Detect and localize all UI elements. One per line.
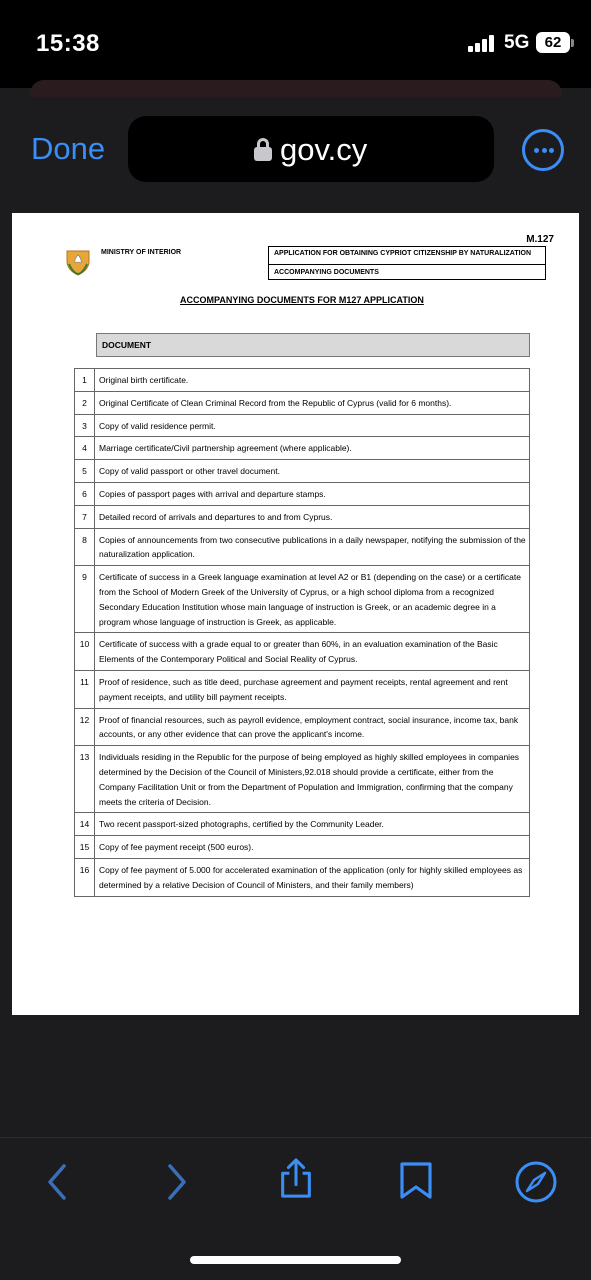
table-row xyxy=(75,437,530,460)
share-icon[interactable] xyxy=(278,1158,314,1198)
row-number: 8 xyxy=(75,528,95,566)
row-document-text: Copy of fee payment of 5.000 for accelerated examination of the application (only for highly skilled employees as determined by a relative Decision of Council of Ministers, and their family members) xyxy=(95,858,530,896)
row-document-text: Certificate of success in a Greek language examination at level A2 or B1 (depending on the case) or a certificate from the School of Modern Greek of the University of Cyprus, or a high school diploma from a recognized Secondary Education Institution whose main language of instruction is Greek, or an academic degree in a program whose language of instruction is Greek, as applicable. xyxy=(95,566,530,633)
table-row xyxy=(75,528,530,566)
form-subtitle: ACCOMPANYING DOCUMENTS xyxy=(274,269,379,276)
table-row xyxy=(75,670,530,708)
row-number: 7 xyxy=(75,505,95,528)
more-options-button[interactable] xyxy=(522,129,564,171)
lock-icon xyxy=(254,138,272,162)
row-number: 12 xyxy=(75,708,95,746)
table-row xyxy=(75,746,530,813)
row-document-text: Copies of passport pages with arrival and departure stamps. xyxy=(95,482,530,505)
column-header: DOCUMENT xyxy=(96,333,530,357)
row-number: 11 xyxy=(75,670,95,708)
row-document-text: Copy of fee payment receipt (500 euros). xyxy=(95,836,530,859)
row-document-text: Certificate of success with a grade equal to or greater than 60%, in an evaluation examination of the Basic Elements of the Contemporary Political and Social Reality of Cyprus. xyxy=(95,633,530,671)
table-row xyxy=(75,708,530,746)
row-number: 15 xyxy=(75,836,95,859)
battery-nub xyxy=(571,39,574,47)
ministry-name: MINISTRY OF INTERIOR xyxy=(101,249,182,256)
row-number: 3 xyxy=(75,414,95,437)
row-document-text: Individuals residing in the Republic for the purpose of being employed as highly skilled employees in companies determined by the Decision of the Council of Ministers,92.018 should provide a certificate, either from the Company Facilitation Unit or from the Department of Population and Immigration, confirming that the company meets the criteria of Decision. xyxy=(95,746,530,813)
row-document-text: Copy of valid passport or other travel document. xyxy=(95,460,530,483)
row-number: 2 xyxy=(75,391,95,414)
row-document-text: Two recent passport-sized photographs, certified by the Community Leader. xyxy=(95,813,530,836)
document-page xyxy=(12,213,579,1015)
row-number: 16 xyxy=(75,858,95,896)
table-row xyxy=(75,482,530,505)
row-document-text: Proof of financial resources, such as payroll evidence, employment contract, social insurance, income tax, bank accounts, or any other evidence that can prove the applicant's income. xyxy=(95,708,530,746)
status-time: 15:38 xyxy=(36,30,100,57)
battery-icon: 62 xyxy=(536,32,570,53)
row-document-text: Copy of valid residence permit. xyxy=(95,414,530,437)
table-row xyxy=(75,391,530,414)
row-document-text: Marriage certificate/Civil partnership agreement (where applicable). xyxy=(95,437,530,460)
table-row xyxy=(75,505,530,528)
status-bar xyxy=(0,0,591,88)
table-row xyxy=(75,813,530,836)
cellular-signal-icon xyxy=(468,34,496,52)
row-number: 14 xyxy=(75,813,95,836)
table-row xyxy=(75,836,530,859)
form-title-box xyxy=(268,246,546,280)
row-number: 5 xyxy=(75,460,95,483)
table-row xyxy=(75,858,530,896)
form-code: M.127 xyxy=(526,234,554,245)
row-number: 4 xyxy=(75,437,95,460)
row-document-text: Proof of residence, such as title deed, purchase agreement and payment receipts, rental agreement and rent payment receipts, and utility bill payment receipts. xyxy=(95,670,530,708)
safari-compass-icon[interactable] xyxy=(514,1160,558,1204)
table-row xyxy=(75,633,530,671)
bookmarks-icon[interactable] xyxy=(398,1160,434,1200)
row-document-text: Original birth certificate. xyxy=(95,369,530,392)
form-title: APPLICATION FOR OBTAINING CYPRIOT CITIZENSHIP BY NATURALIZATION xyxy=(274,250,532,257)
network-type: 5G xyxy=(504,32,530,53)
row-number: 1 xyxy=(75,369,95,392)
back-chevron-icon[interactable] xyxy=(40,1162,76,1202)
table-row xyxy=(75,566,530,633)
done-button[interactable]: Done xyxy=(31,131,106,166)
table-row xyxy=(75,414,530,437)
row-document-text: Copies of announcements from two consecutive publications in a daily newspaper, notifying the submission of the naturalization application. xyxy=(95,528,530,566)
row-number: 9 xyxy=(75,566,95,633)
row-number: 13 xyxy=(75,746,95,813)
row-document-text: Detailed record of arrivals and departures to and from Cyprus. xyxy=(95,505,530,528)
home-indicator xyxy=(190,1256,401,1264)
url-text[interactable]: gov.cy xyxy=(280,132,368,167)
forward-chevron-icon[interactable] xyxy=(158,1162,194,1202)
row-document-text: Original Certificate of Clean Criminal Record from the Republic of Cyprus (valid for 6 months). xyxy=(95,391,530,414)
table-row xyxy=(75,369,530,392)
table-row xyxy=(75,460,530,483)
row-number: 10 xyxy=(75,633,95,671)
document-heading: ACCOMPANYING DOCUMENTS FOR M127 APPLICATION xyxy=(180,295,424,305)
row-number: 6 xyxy=(75,482,95,505)
documents-table xyxy=(74,368,530,897)
cyprus-emblem-icon xyxy=(64,247,92,277)
